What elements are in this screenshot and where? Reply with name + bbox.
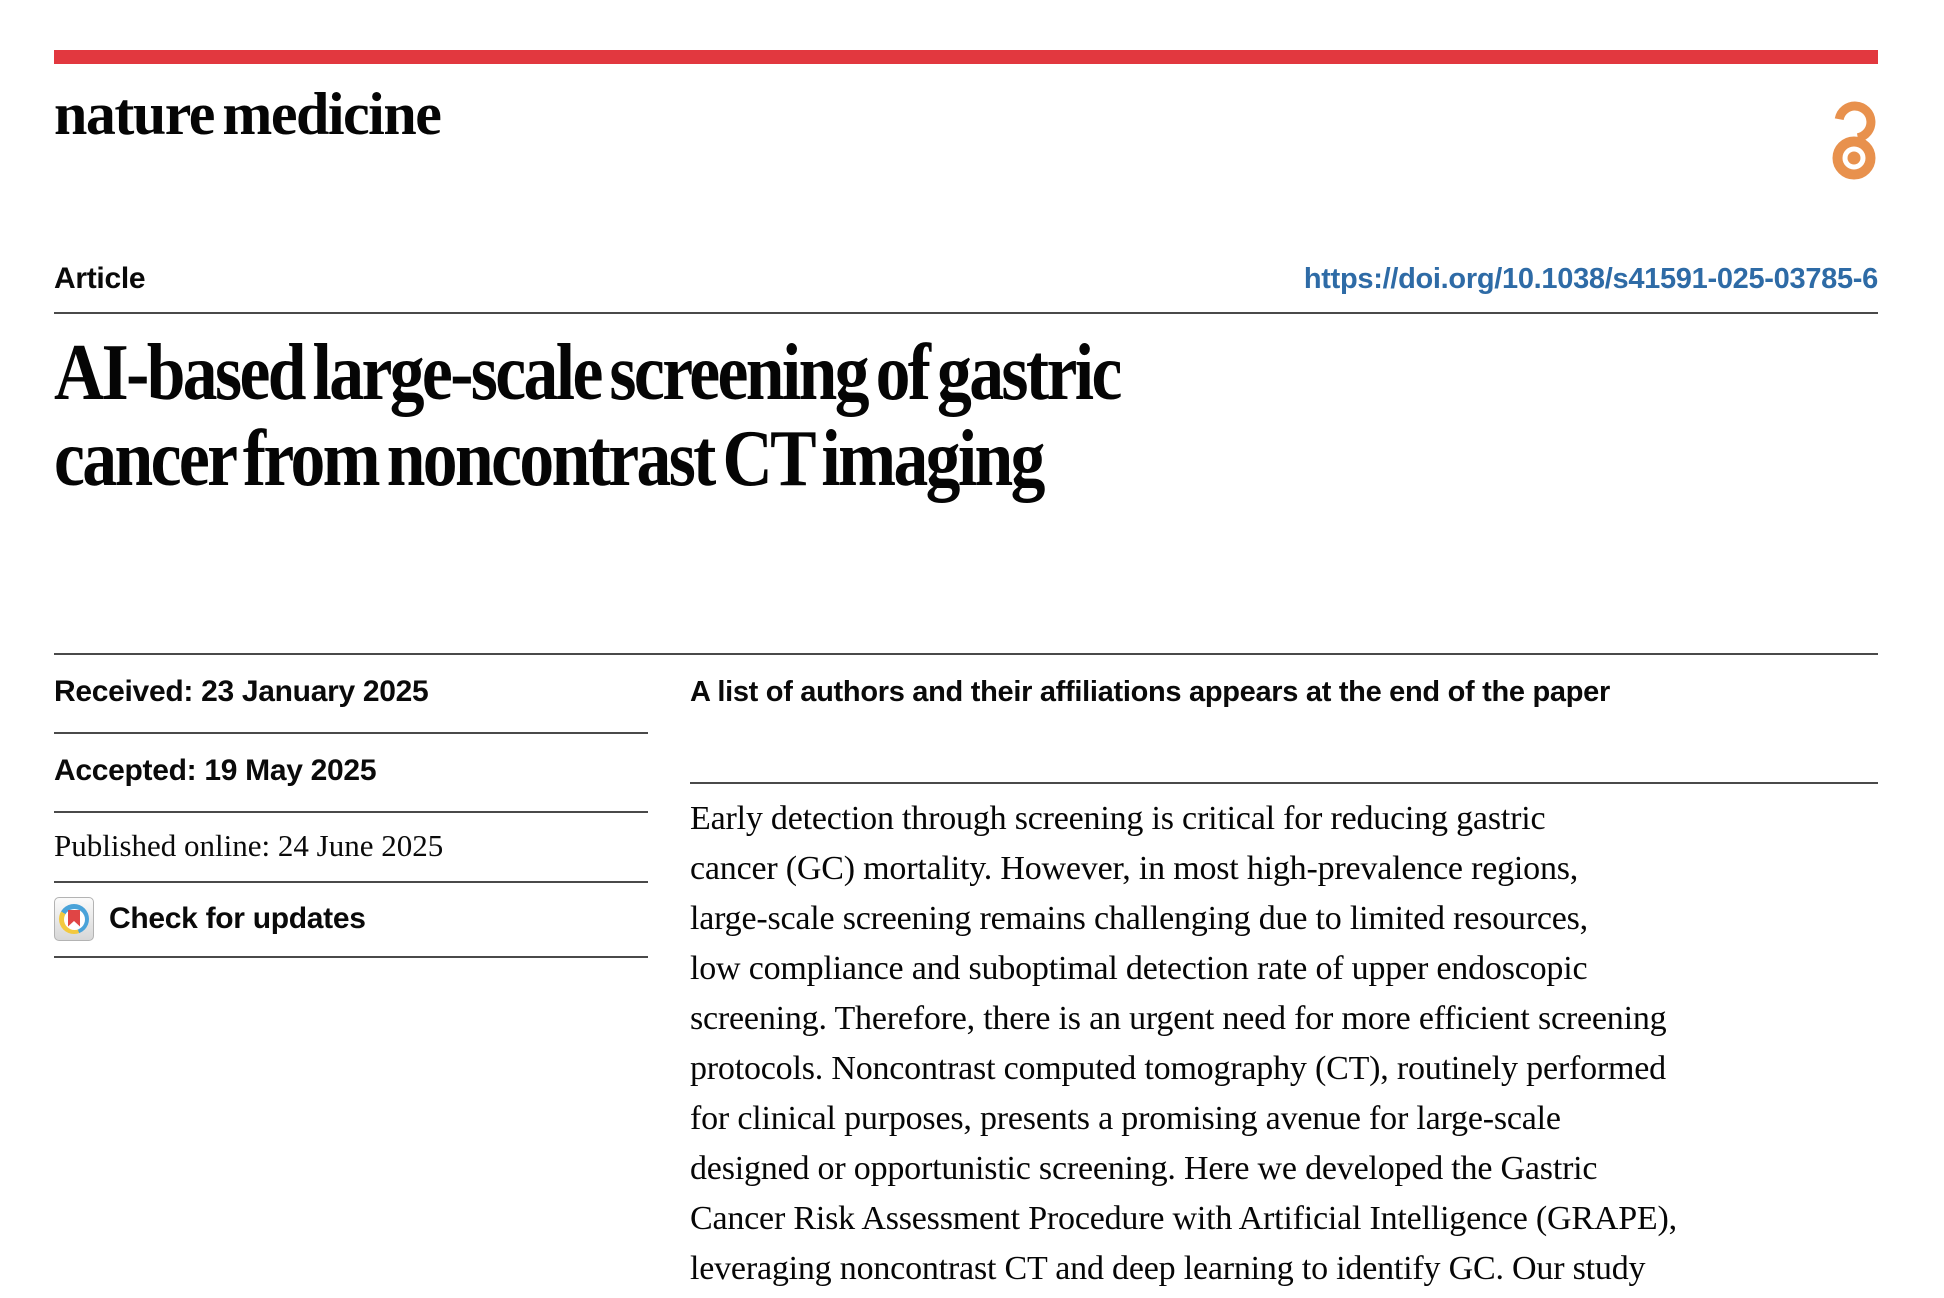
abstract [690, 784, 1878, 1294]
article-metadata [54, 655, 648, 1294]
abstract-line: Cancer Risk Assessment Procedure with Artificial Intelligence (GRAPE), [690, 1200, 1677, 1237]
content-columns [54, 653, 1878, 1294]
article-title-line-2: cancer from noncontrast CT imaging [54, 415, 1043, 503]
header-divider [54, 312, 1878, 314]
accepted-date: Accepted: 19 May 2025 [54, 734, 648, 813]
abstract-line: screening. Therefore, there is an urgent need for more efficient screening [690, 1000, 1667, 1037]
abstract-line: low compliance and suboptimal detection rate of upper endoscopic [690, 950, 1588, 987]
brand-rule [54, 50, 1878, 64]
abstract-line: large-scale screening remains challenging due to limited resources, [690, 900, 1588, 937]
article-title [54, 330, 1641, 502]
open-access-icon [1826, 92, 1878, 186]
bookmark-icon [68, 910, 80, 927]
abstract-line: for clinical purposes, presents a promising avenue for large-scale [690, 1100, 1561, 1137]
kicker-row [54, 262, 1878, 296]
abstract-line: protocols. Noncontrast computed tomography (CT), routinely performed [690, 1050, 1666, 1087]
doi-link[interactable]: https://doi.org/10.1038/s41591-025-03785-6 [1303, 263, 1878, 295]
received-date: Received: 23 January 2025 [54, 655, 648, 734]
journal-logo: nature medicine [54, 81, 441, 147]
abstract-line: leveraging noncontrast CT and deep learning to identify GC. Our study [690, 1250, 1646, 1287]
abstract-line: designed or opportunistic screening. Here we developed the Gastric [690, 1150, 1598, 1187]
published-date: Published online: 24 June 2025 [54, 813, 648, 883]
abstract-column [690, 655, 1878, 1294]
masthead [54, 81, 1878, 147]
crossmark-icon [54, 897, 94, 941]
abstract-line: cancer (GC) mortality. However, in most high-prevalence regions, [690, 850, 1579, 887]
article-title-line-1: AI-based large-scale screening of gastric [54, 329, 1120, 417]
check-for-updates-button[interactable] [54, 883, 648, 958]
check-for-updates-label: Check for updates [109, 902, 366, 935]
abstract-line: Early detection through screening is critical for reducing gastric [690, 800, 1546, 837]
authors-note: A list of authors and their affiliations appears at the end of the paper [690, 655, 1878, 784]
article-type-label: Article [54, 262, 146, 295]
